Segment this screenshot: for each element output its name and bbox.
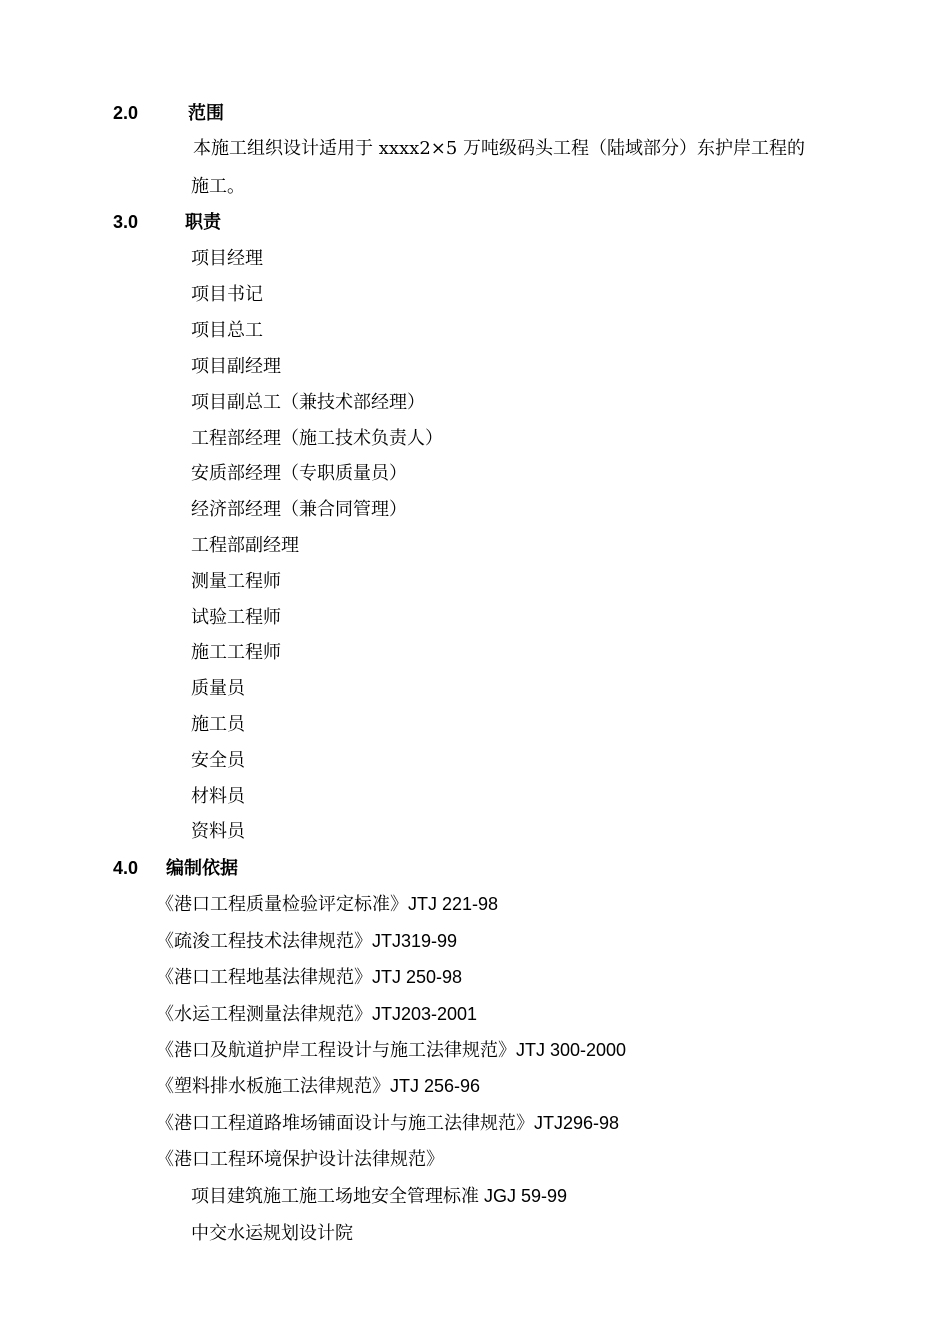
section-2-body-line1: 本施工组织设计适用于 xxxx2×5 万吨级码头工程（陆域部分）东护岸工程的: [193, 138, 806, 159]
reference-item: 《港口工程质量检验评定标准》JTJ 221-98: [156, 894, 499, 914]
section-3-title: 职责: [185, 212, 221, 232]
section-2-number: 2.0: [113, 103, 139, 123]
section-2-title: 范围: [188, 103, 224, 123]
duty-item: 质量员: [191, 678, 245, 699]
duty-item: 安质部经理（专职质量员）: [191, 463, 407, 484]
duty-item: 工程部经理（施工技术负责人）: [191, 428, 443, 449]
reference-item: 《塑料排水板施工法律规范》JTJ 256-96: [156, 1076, 481, 1096]
reference-item: 《港口工程环境保护设计法律规范》: [156, 1149, 444, 1169]
duty-item: 项目副总工（兼技术部经理）: [191, 392, 425, 413]
section-4-title: 编制依据: [166, 858, 238, 878]
reference-extra: 中交水运规划设计院: [191, 1223, 353, 1243]
reference-item: 《水运工程测量法律规范》JTJ203-2001: [156, 1004, 478, 1024]
duty-item: 施工工程师: [191, 642, 281, 663]
duty-item: 项目经理: [191, 248, 263, 269]
duty-item: 项目副经理: [191, 356, 281, 377]
duty-item: 经济部经理（兼合同管理）: [191, 499, 407, 520]
duty-item: 安全员: [191, 750, 245, 771]
duty-item: 试验工程师: [191, 607, 281, 628]
reference-item: 《港口工程道路堆场铺面设计与施工法律规范》JTJ296-98: [156, 1113, 620, 1133]
reference-item: 《疏浚工程技术法律规范》JTJ319-99: [156, 931, 458, 951]
duty-item: 资料员: [191, 821, 245, 842]
duty-item: 测量工程师: [191, 571, 281, 592]
duty-item: 项目总工: [191, 320, 263, 341]
section-2-body-line2: 施工。: [191, 176, 245, 197]
reference-extra: 项目建筑施工施工场地安全管理标准 JGJ 59-99: [191, 1186, 568, 1206]
duty-item: 项目书记: [191, 284, 263, 305]
duty-item: 工程部副经理: [191, 535, 299, 556]
reference-item: 《港口工程地基法律规范》JTJ 250-98: [156, 967, 463, 987]
section-4-number: 4.0: [113, 858, 139, 878]
duty-item: 施工员: [191, 714, 245, 735]
duty-item: 材料员: [191, 786, 245, 807]
reference-item: 《港口及航道护岸工程设计与施工法律规范》JTJ 300-2000: [156, 1040, 627, 1060]
section-3-number: 3.0: [113, 212, 139, 232]
